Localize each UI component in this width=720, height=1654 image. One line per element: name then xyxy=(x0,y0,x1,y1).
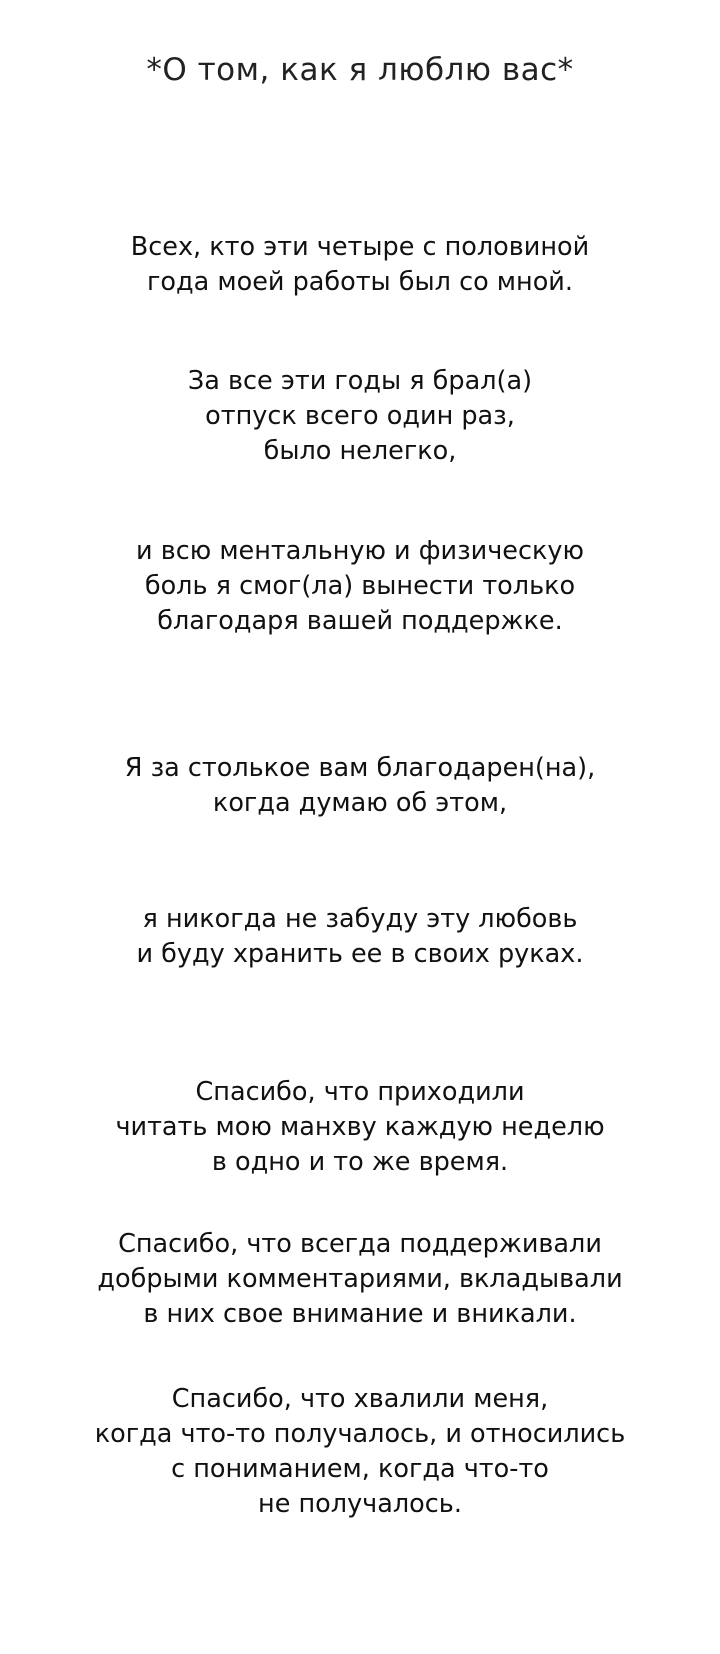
paragraph-line: Спасибо, что всегда поддерживали xyxy=(118,1229,602,1259)
paragraph-line: года моей работы был со мной. xyxy=(147,267,573,297)
paragraph-8 xyxy=(0,1382,720,1522)
paragraph-line: и всю ментальную и физическую xyxy=(136,536,584,566)
paragraph-line: добрыми комментариями, вкладывали xyxy=(97,1264,623,1294)
paragraph-line: читать мою манхву каждую неделю xyxy=(115,1112,605,1142)
paragraph-line: не получалось. xyxy=(258,1489,462,1519)
paragraph-line: За все эти годы я брал(а) xyxy=(187,366,533,396)
paragraph-line: и буду хранить ее в своих руках. xyxy=(136,939,584,969)
paragraph-4 xyxy=(0,751,720,821)
paragraph-1 xyxy=(0,230,720,300)
paragraph-line: с пониманием, когда что-то xyxy=(171,1454,549,1484)
paragraph-line: в них свое внимание и вникали. xyxy=(143,1299,577,1329)
paragraph-line: в одно и то же время. xyxy=(211,1147,509,1177)
paragraph-line: было нелегко, xyxy=(263,436,457,466)
paragraph-line: благодаря вашей поддержке. xyxy=(157,606,563,636)
paragraph-line: Спасибо, что приходили xyxy=(195,1077,525,1107)
paragraph-line: Я за столькое вам благодарен(на), xyxy=(124,753,596,783)
paragraph-line: когда думаю об этом, xyxy=(212,788,508,818)
paragraph-2 xyxy=(0,364,720,469)
paragraph-line: Спасибо, что хвалили меня, xyxy=(171,1384,549,1414)
paragraph-line: боль я смог(ла) вынести только xyxy=(144,571,576,601)
paragraph-5 xyxy=(0,902,720,972)
paragraph-line: отпуск всего один раз, xyxy=(205,401,515,431)
paragraph-line: Всех, кто эти четыре с половиной xyxy=(130,232,590,262)
paragraph-6 xyxy=(0,1075,720,1180)
paragraph-7 xyxy=(0,1227,720,1332)
paragraph-line: когда что-то получалось, и относились xyxy=(94,1419,626,1449)
page-title: *О том, как я люблю вас* xyxy=(146,52,574,88)
paragraph-3 xyxy=(0,534,720,639)
paragraph-line: я никогда не забуду эту любовь xyxy=(142,904,578,934)
